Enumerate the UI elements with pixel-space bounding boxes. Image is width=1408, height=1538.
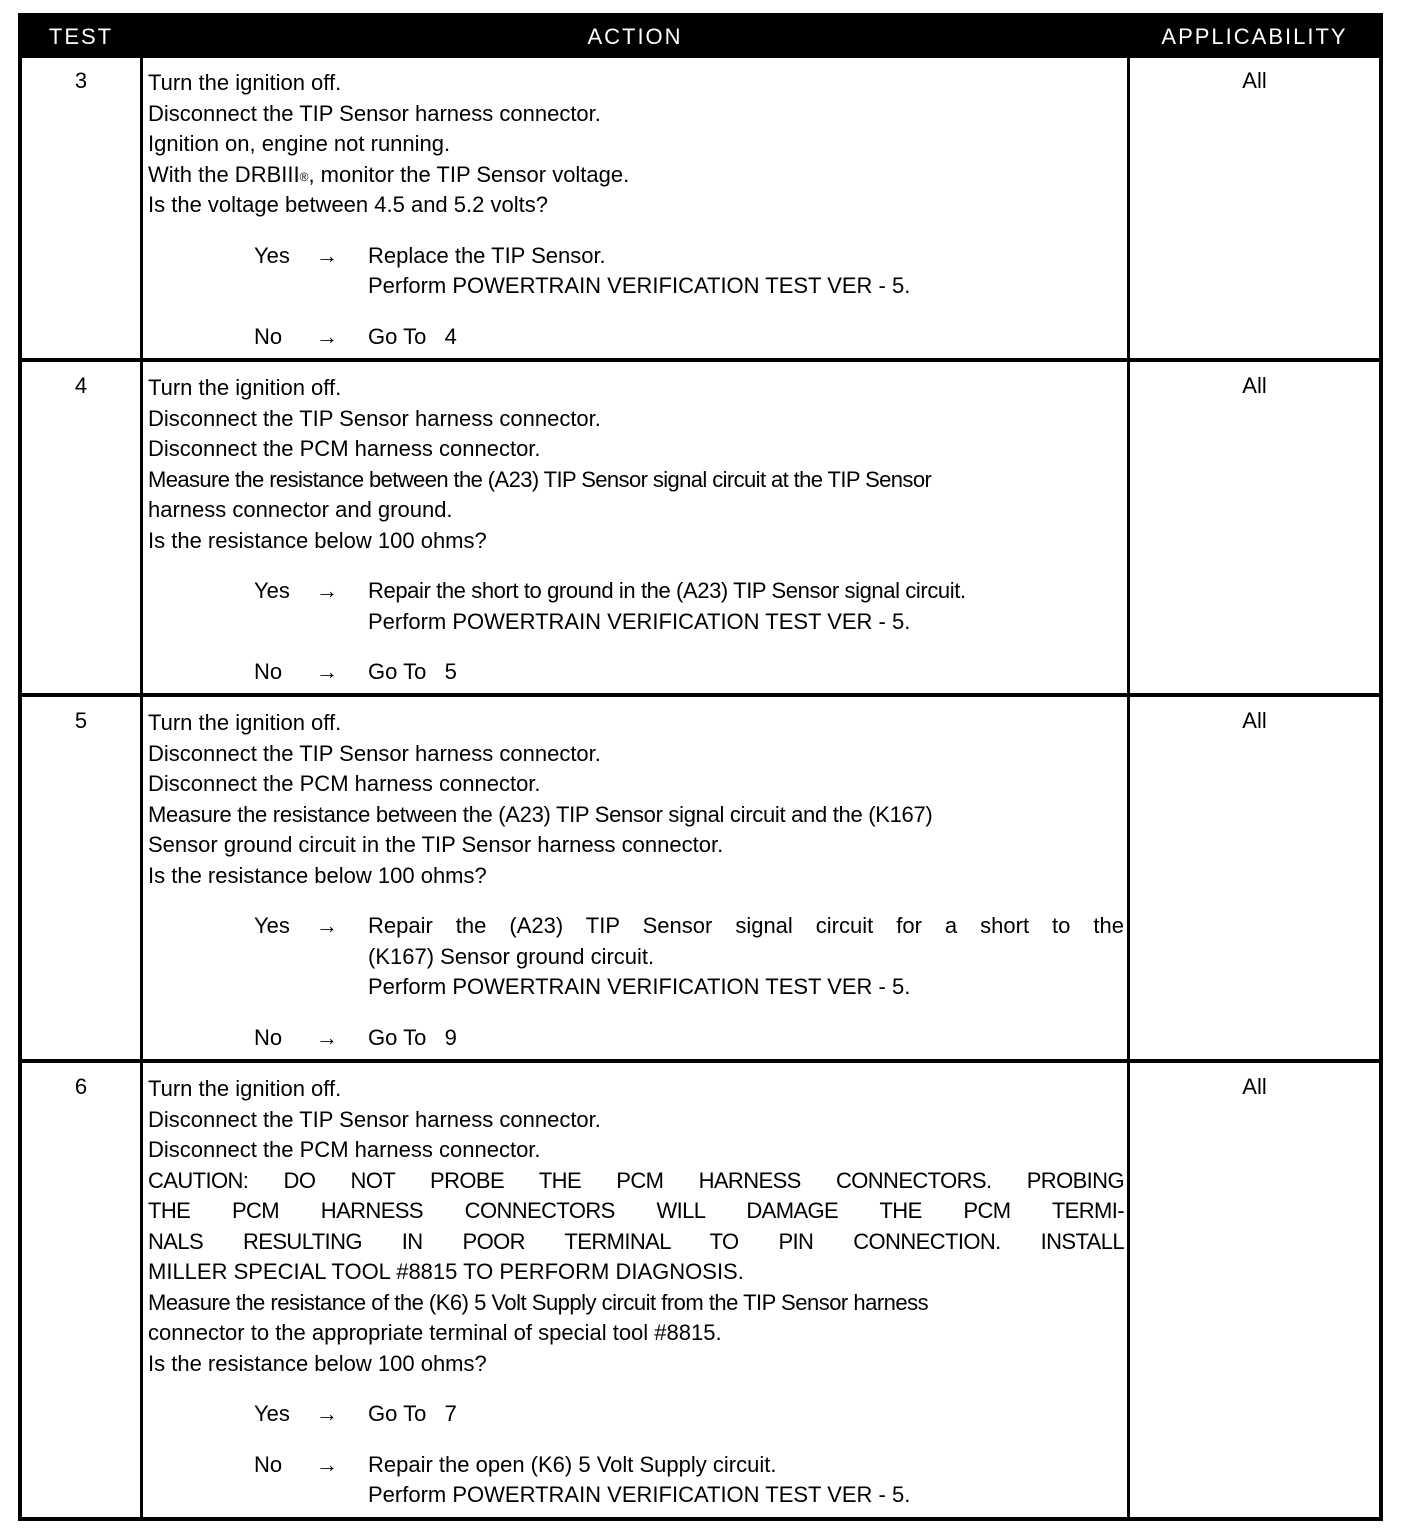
action-line: Measure the resistance between the (A23) TIP Sensor signal circuit at the TIP Sensor [148, 466, 932, 492]
no-label: No [254, 1451, 283, 1477]
action-cell [148, 68, 1124, 352]
applicability-cell: All [1242, 68, 1267, 93]
caution-line: THE PCM HARNESS CONNECTORS WILL DAMAGE THE PCM TERMI- [148, 1198, 1124, 1223]
table-header [22, 17, 1379, 58]
action-line: Disconnect the TIP Sensor harness connector. [148, 405, 601, 431]
arrow-icon: → [316, 659, 338, 684]
action-line: Turn the ignition off. [148, 70, 342, 95]
applicability-cell: All [1242, 373, 1267, 398]
no-label: No [254, 323, 283, 349]
test-number: 6 [74, 1074, 88, 1099]
header-test: TEST [48, 24, 114, 49]
test-number: 4 [74, 373, 88, 398]
yes-branch [148, 576, 1124, 637]
yes-label: Yes [254, 913, 290, 938]
row-divider [22, 693, 1379, 697]
yes-result [368, 241, 1124, 302]
action-cell [148, 373, 1124, 688]
applicability-cell: All [1242, 708, 1267, 733]
action-line: Ignition on, engine not running. [148, 131, 451, 156]
action-line: Turn the ignition off. [148, 1076, 342, 1101]
action-line: Is the resistance below 100 ohms? [148, 1350, 487, 1376]
arrow-icon: → [316, 913, 338, 938]
action-line: Disconnect the PCM harness connector. [148, 1137, 541, 1162]
action-line: Disconnect the TIP Sensor harness connector. [148, 1106, 601, 1132]
no-result [368, 1450, 1124, 1511]
table-row [22, 698, 1379, 1060]
no-result [368, 1023, 1124, 1054]
action-line: Disconnect the TIP Sensor harness connector. [148, 740, 601, 766]
row-divider [22, 358, 1379, 362]
action-line [148, 160, 1124, 191]
result-line: Go To 4 [368, 323, 457, 349]
arrow-icon: → [316, 1451, 338, 1477]
no-branch [148, 1023, 1124, 1054]
no-label: No [254, 1024, 283, 1050]
no-branch [148, 1450, 1124, 1511]
result-line: Go To 9 [368, 1024, 457, 1050]
action-line: Measure the resistance of the (K6) 5 Volt Supply circuit from the TIP Sensor harness [148, 1289, 929, 1315]
action-line-part: , monitor the TIP Sensor voltage. [308, 161, 630, 187]
caution-line: NALS RESULTING IN POOR TERMINAL TO PIN CONNECTION. INSTALL [148, 1228, 1124, 1254]
header-applicability: APPLICABILITY [1161, 24, 1348, 49]
result-line: Go To 7 [368, 1401, 457, 1426]
action-line: Sensor ground circuit in the TIP Sensor harness connector. [148, 832, 724, 857]
result-line: Repair the (A23) TIP Sensor signal circuit for a short to the [368, 913, 1124, 938]
action-line: Is the resistance below 100 ohms? [148, 862, 487, 888]
arrow-icon: → [316, 578, 338, 603]
arrow-icon: → [316, 1401, 338, 1426]
no-result [368, 657, 1124, 688]
no-label: No [254, 659, 283, 684]
registered-mark: ® [299, 169, 309, 184]
result-line: Go To 5 [368, 659, 457, 684]
action-line: harness connector and ground. [148, 497, 453, 522]
action-line: Turn the ignition off. [148, 710, 342, 735]
action-line: Disconnect the PCM harness connector. [148, 436, 541, 461]
diagnostic-test-table [18, 13, 1383, 1521]
table-row [22, 58, 1379, 360]
yes-label: Yes [254, 242, 290, 268]
arrow-icon: → [316, 323, 338, 349]
arrow-icon: → [316, 242, 338, 268]
action-line-part: With the DRBIII [148, 161, 300, 187]
result-line: Repair the open (K6) 5 Volt Supply circuit. [368, 1451, 777, 1477]
action-line: Is the resistance below 100 ohms? [148, 527, 487, 553]
action-cell [148, 1074, 1124, 1511]
action-line: connector to the appropriate terminal of special tool #8815. [148, 1320, 722, 1345]
header-action: ACTION [587, 24, 683, 49]
caution-line: MILLER SPECIAL TOOL #8815 TO PERFORM DIAGNOSIS. [148, 1259, 744, 1284]
yes-result [368, 576, 1124, 637]
table-row [22, 363, 1379, 693]
row-divider [22, 1059, 1379, 1063]
test-number: 5 [74, 708, 88, 733]
action-line: Disconnect the PCM harness connector. [148, 771, 541, 796]
result-line: Perform POWERTRAIN VERIFICATION TEST VER - 5. [368, 974, 911, 999]
no-branch [148, 657, 1124, 688]
table-row [22, 1064, 1379, 1517]
yes-branch [148, 241, 1124, 302]
result-line: (K167) Sensor ground circuit. [368, 943, 655, 969]
yes-label: Yes [254, 1401, 290, 1426]
caution-line: CAUTION: DO NOT PROBE THE PCM HARNESS CONNECTORS. PROBING [148, 1167, 1124, 1193]
yes-branch [148, 911, 1124, 1003]
arrow-icon: → [316, 1024, 338, 1050]
applicability-cell: All [1242, 1074, 1267, 1099]
action-line: Is the voltage between 4.5 and 5.2 volts? [148, 192, 548, 217]
result-line: Perform POWERTRAIN VERIFICATION TEST VER - 5. [368, 273, 911, 298]
yes-branch [148, 1399, 1124, 1430]
yes-result [368, 911, 1124, 1003]
result-line: Replace the TIP Sensor. [368, 242, 606, 268]
action-cell [148, 708, 1124, 1053]
yes-label: Yes [254, 578, 290, 603]
result-line: Perform POWERTRAIN VERIFICATION TEST VER - 5. [368, 1482, 911, 1507]
test-number: 3 [74, 68, 88, 93]
no-result [368, 322, 1124, 353]
action-line: Measure the resistance between the (A23) TIP Sensor signal circuit and the (K167) [148, 801, 933, 827]
result-line: Repair the short to ground in the (A23) TIP Sensor signal circuit. [368, 578, 966, 603]
action-line: Turn the ignition off. [148, 375, 342, 400]
no-branch [148, 322, 1124, 353]
result-line: Perform POWERTRAIN VERIFICATION TEST VER - 5. [368, 608, 911, 634]
action-line: Disconnect the TIP Sensor harness connector. [148, 100, 601, 126]
yes-result [368, 1399, 1124, 1430]
